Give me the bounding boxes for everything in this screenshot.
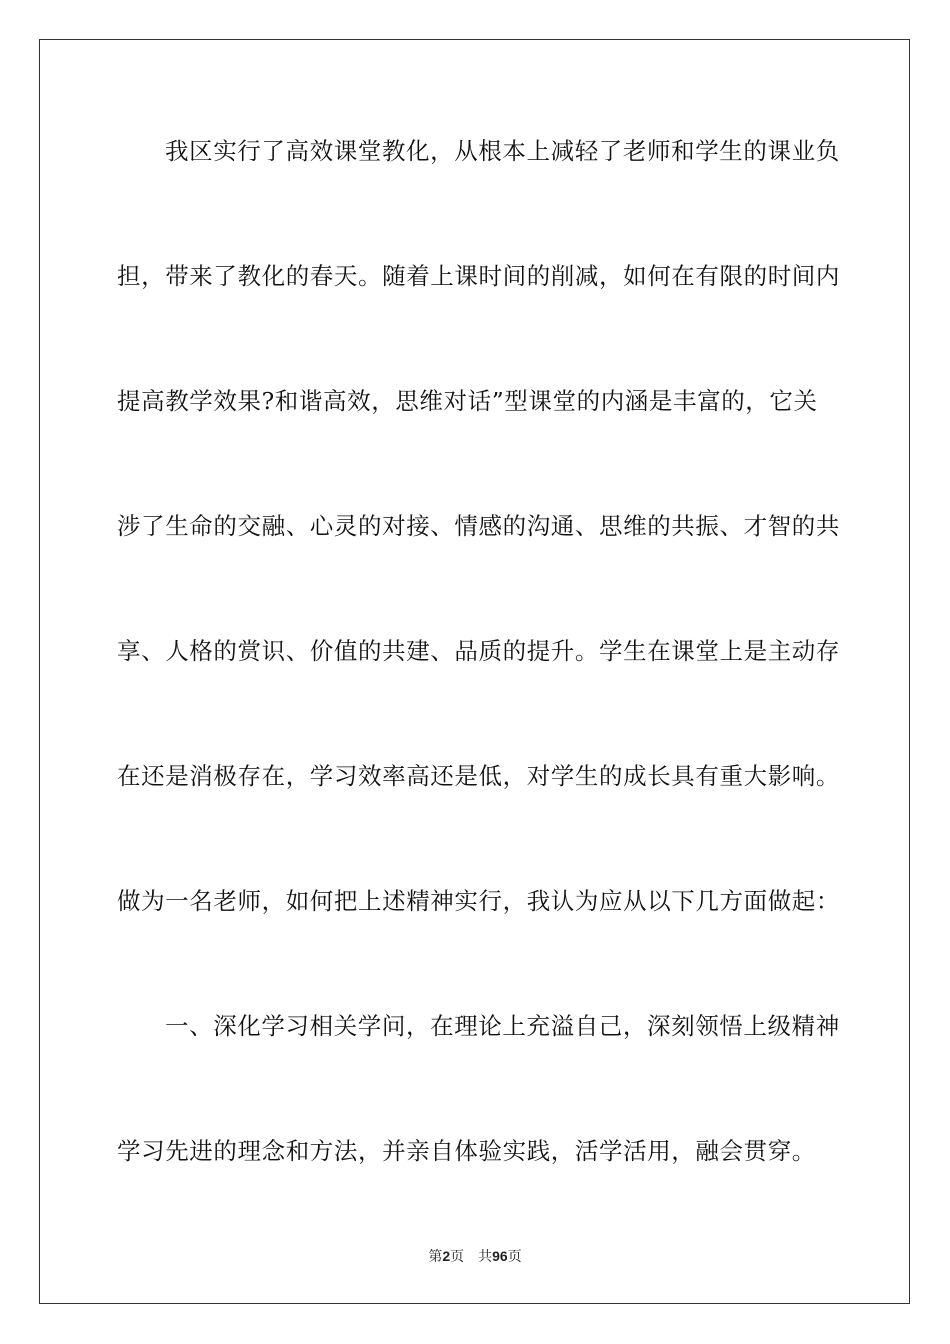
page-footer	[0, 1247, 950, 1266]
footer-page-number: 2	[442, 1248, 451, 1264]
footer-total-pages: 96	[492, 1248, 508, 1264]
footer-page-prefix: 第	[428, 1249, 443, 1265]
paragraph-line: 在还是消极存在，学习效率高还是低，对学生的成长具有重大影响。	[117, 762, 840, 790]
paragraph-line: 享、人格的赏识、价值的共建、品质的提升。学生在课堂上是主动存	[117, 637, 840, 665]
page-border	[39, 39, 910, 1304]
paragraph-line: 担，带来了教化的春天。随着上课时间的削减，如何在有限的时间内	[117, 262, 840, 290]
footer-total-prefix: 共	[478, 1249, 493, 1265]
paragraph-line: 一、深化学习相关学问，在理论上充溢自己，深刻领悟上级精神	[165, 1012, 840, 1040]
paragraph-line: 学习先进的理念和方法，并亲自体验实践，活学活用，融会贯穿。	[117, 1137, 816, 1165]
footer-total-suffix: 页	[507, 1249, 522, 1265]
paragraph-line: 我区实行了高效课堂教化，从根本上减轻了老师和学生的课业负	[165, 137, 840, 165]
footer-page-suffix: 页	[450, 1249, 465, 1265]
paragraph-line: 提高教学效果?和谐高效，思维对话”型课堂的内涵是丰富的，它关	[117, 387, 818, 415]
paragraph-line: 涉了生命的交融、心灵的对接、情感的沟通、思维的共振、才智的共	[117, 512, 840, 540]
paragraph-line: 做为一名老师，如何把上述精神实行，我认为应从以下几方面做起：	[117, 887, 840, 915]
